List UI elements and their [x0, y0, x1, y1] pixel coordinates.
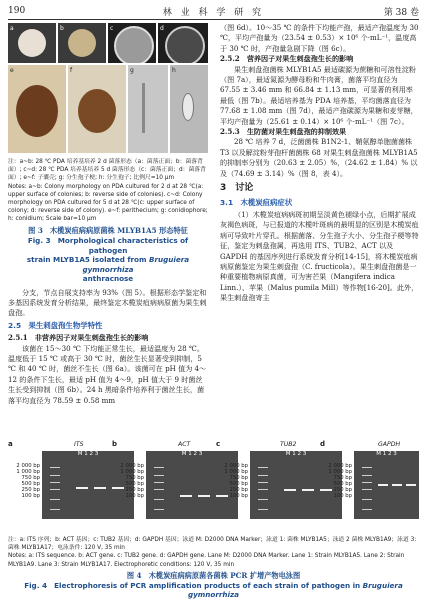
figure-4	[8, 441, 419, 541]
figure-4-notes-en: Notes: a: ITS sequence. b: ACT gene. c: TUB2 gene. d: GAPDH gene. Lane M: D2000 DNA Marker. Lane 1: Strain MLYB1A5. Lane 2: Strain MLYB1A9. Lane 3: Strain MLYB1A17. Electrophoretic conditions: 120 V, 35 min	[8, 553, 405, 568]
volume-label: 第 38 卷	[383, 7, 419, 18]
figure-4-caption-cn: 图 4 木榄炭疽病病原菌各菌株 PCR 扩增产物电泳图	[126, 570, 301, 580]
section-2-5-3-heading: 2.5.3 生防菌对果生刺盘孢的抑制效果	[220, 127, 347, 137]
header-rule	[8, 19, 419, 20]
gel-d: M 1 2 3	[354, 451, 419, 519]
gel-a-label: a	[8, 440, 13, 448]
figure-4-notes-cn: 注：a: ITS 序列；b: ACT 基因；c: TUB2 基因；d: GAPDH 基因；泳道 M: D2000 DNA Marker；泳道 1: 菌株 MLYB1A5；泳道 2 菌株 MLYB1A9；泳道 3: 菌株 MLYB1A17；电泳条件: 120 V, 35 min	[8, 537, 417, 552]
gel-a: M 1 2 3	[42, 451, 134, 519]
section-3-1-heading: 3.1 木榄炭疽病症状	[220, 197, 293, 207]
section-2-5-2-heading: 2.5.2 营养因子对果生刺盘孢生长的影响	[220, 54, 354, 64]
figure-3-caption-en-2: strain MLYB1A5 isolated from Bruguiera gymnorrhiza	[26, 255, 190, 274]
right-paragraph-4: （1）木榄炭疽病病斑初期呈淡黄色褪绿小点，后期扩展成灰褐色病斑，与已报道的木榄叶斑病的最明显的区别是木榄炭疽病可导致叶片穿孔。根据菌落、分生孢子大小、分生孢子梗等特征，鉴定为刺盘孢属，再选用 ITS、TUB2、ACT 以及 GAPDH 的基因序列进行系统发育分析[14-15]，将木榄炭疽病病原菌鉴定为果生刺盘孢（C. fructicola）。果生刺盘孢菌是一种重要植物病原真菌，可为害芒果（Mangifera indica Linn.）、苹果（Malus pumila Mill）等作物[16-20]。此外，果生刺盘孢寄主	[220, 209, 419, 303]
right-paragraph-2: 果生刺盘孢菌株 MLYB1A5 最适碳源为蔗糖和可溶性淀粉（图 7a），最适氮源为酵母粉和牛肉膏，菌落平均直径为 67.55 ± 3.46 mm 和 66.84 ± 1.13 mm，可显著的利用率最低（图 7b）。最适培养基为 PDA 培养基，平均菌落直径为 77.68 ± 1.08 mm（图 7d），最适产孢碳源为果糖和麦芽糖，平均产孢量为（25.61 ± 0.14）× 10⁶ 个·mL⁻¹（图 7c）。	[220, 64, 418, 126]
section-2-5-1-heading: 2.5.1 非营养因子对果生刺盘孢生长的影响	[8, 333, 149, 343]
gel-b-ladder: 2 000 bp 1 000 bp 750 bp 500 bp 250 bp 100 bp	[120, 463, 144, 499]
panel-h: h	[170, 65, 208, 153]
figure-4-caption-block	[8, 536, 419, 600]
panel-f: f	[68, 65, 126, 153]
gel-c: M 1 2 3	[250, 451, 342, 519]
right-paragraph-1: （图 6d）。10～35 ℃ 的条件下均能产孢，最适产孢温度为 30 ℃，平均产孢量为（23.54 ± 0.53）× 10⁶ 个·mL⁻¹，温度高于 30 ℃ 时，产孢量急剧下降（图 6c）。	[220, 23, 419, 53]
gel-c-title: TUB2	[280, 441, 297, 448]
section-2-5-heading: 2.5 果生刺盘孢生物学特性	[8, 320, 103, 330]
panel-e: e	[8, 65, 66, 153]
figure-3-notes-cn: 注：a~b: 28 ℃ PDA 培养基培养 2 d 菌落形态（a：菌落正面；b：菌落背面）; c~d: 28 ℃ PDA 培养基培养 5 d 菌落形态（c：菌落正面；d：菌落背面）; e~f: 子囊壳; g: 分生孢子梗; h: 分生孢子; 比例尺=10 μm	[8, 159, 206, 182]
right-paragraph-3: 28 ℃ 培养 7 d，泛菌菌株 B1N2-1、鞘氨醇单胞菌菌株 T3 以及解淀粉芽孢杆菌菌株 68 对果生刺盘孢菌株 MLYB1A5 的抑制率分别为（20.63 ± 2.05）%，（24.62 ± 1.84）% 以及（74.69 ± 3.14）%（图 8，表 4）。	[220, 137, 418, 178]
gel-d-ladder: 2 000 bp 1 000 bp 750 bp 500 bp 250 bp 100 bp	[328, 463, 352, 499]
left-paragraph-1: 分支，节点自展支持率为 93%（图 5）。根据形态学鉴定和多基因系统发育分析结果，最终鉴定木榄炭疽病病原菌为果生刺盘孢。	[8, 287, 207, 318]
gel-a-ladder: 2 000 bp 1 000 bp 750 bp 500 bp 250 bp 100 bp	[16, 463, 40, 499]
journal-title: 林 业 科 学 研 究	[162, 7, 265, 18]
gel-b-title: ACT	[178, 441, 191, 448]
panel-g: g	[128, 65, 168, 153]
page-number: 190	[8, 6, 26, 16]
panel-b: b	[58, 23, 106, 63]
panel-a: a	[8, 23, 56, 63]
gel-c-label: c	[216, 440, 221, 448]
figure-3-notes-en: Notes: a~b: Colony morphology on PDA cultured for 2 d at 28 ℃(a: upper surface of colonies; b: reverse side of colonies). c~d: Colony morphology on PDA cultured for 5 d at 28 ℃(c: upper surface of colony; d: reverse side of colony). e~f: perithecium; g: conidiophore; h: conidium; Scale bar=10 μm	[8, 183, 208, 223]
panel-c: c	[108, 23, 156, 63]
section-3-heading: 3 讨论	[220, 183, 254, 194]
figure-3-image	[8, 23, 208, 155]
left-column	[8, 23, 208, 406]
left-paragraph-2: 该菌在 15～30 ℃ 下均能正常生长，最适温度为 28 ℃。温度低于 15 ℃ 或高于 30 ℃ 时，菌丝生长显著受到抑制，5 ℃ 和 40 ℃ 时，菌丝不生长（图 6a）。该菌可在 pH 值为 4～12 的条件下生长，最适 pH 值为 4～9，pH 值大于 9 时菌丝生长受到抑制（图 6b）。24 h 黑暗条件培养利于菌丝生长，菌落平均直径为 78.59 ± 0.58 mm	[8, 343, 207, 405]
gel-b: M 1 2 3	[146, 451, 238, 519]
gel-c-ladder: 2 000 bp 1 000 bp 750 bp 500 bp 250 bp 100 bp	[224, 463, 248, 499]
gel-b-label: b	[112, 440, 118, 448]
figure-3-caption-en-1: Fig. 3 Morphological characteristics of pathogen	[27, 236, 189, 255]
figure-3-caption-cn: 图 3 木榄炭疽病病原菌株 MLYB1A5 形态特征	[28, 225, 188, 235]
panel-d: d	[158, 23, 208, 63]
gel-a-title: ITS	[74, 441, 84, 448]
gel-d-label: d	[320, 440, 326, 448]
figure-3-caption-en-3: anthracnose	[82, 274, 134, 284]
figure-4-caption-en: Fig. 4 Electrophoresis of PCR amplification products of each strain of pathogen in Bruguiera gymnorrhiza	[24, 580, 403, 600]
right-column	[220, 23, 419, 304]
page-header	[8, 4, 419, 18]
gel-d-title: GAPDH	[378, 441, 401, 448]
